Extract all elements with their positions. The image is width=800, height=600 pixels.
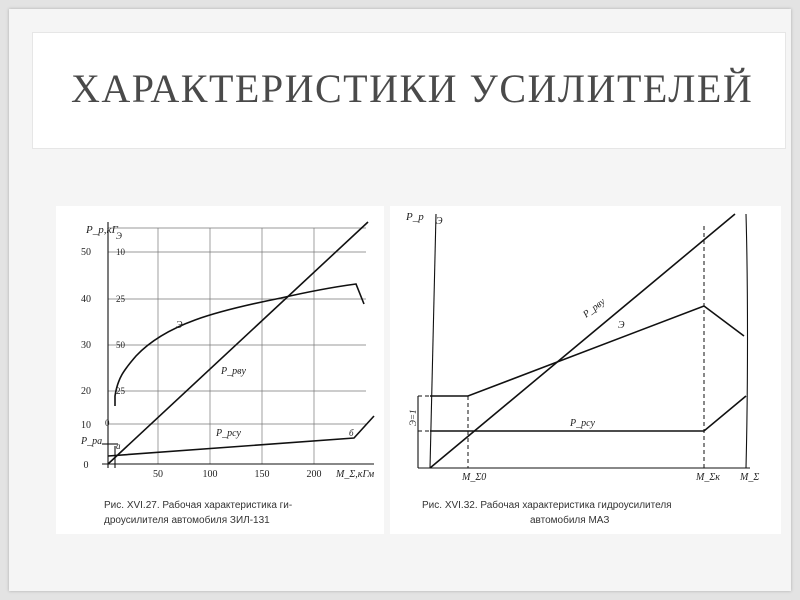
x-tick: 50 (153, 469, 163, 480)
curve-label-p-rsu: P_рсу (570, 418, 595, 429)
point-label-b: б (349, 428, 354, 438)
curve-label-p-rsu: P_рсу (216, 428, 241, 439)
x-axis-label: M_Σ,кГм (336, 469, 375, 480)
y-tick-inner: 0 (105, 418, 110, 428)
x-tick: 100 (202, 469, 218, 480)
e-axis-label: Э (436, 216, 443, 227)
curve-p-rsu (108, 416, 374, 456)
caption-line-2: автомобиля МАЗ (530, 515, 610, 526)
curve-label-e: Э (618, 320, 625, 331)
y-tick-outer: 20 (81, 386, 91, 397)
curve-label-p-rvu: P_рву (581, 296, 608, 321)
slide (9, 9, 791, 591)
curve-label-e: Э (176, 320, 183, 331)
x-axis-label: M_Σ (740, 472, 760, 483)
caption-line-1: Рис. XVI.32. Рабочая характеристика гидроусилителя (422, 500, 672, 511)
caption-line-2: дроусилителя автомобиля ЗИЛ-131 (104, 515, 270, 526)
y-tick-inner: 50 (116, 340, 125, 350)
x-tick: 150 (254, 469, 270, 480)
y-tick-outer: 40 (81, 294, 91, 305)
y-tick-inner: 25 (116, 386, 125, 396)
y-tick-inner: 25 (116, 294, 125, 304)
y-tick-inner: 10 (116, 247, 125, 257)
axes (418, 214, 750, 468)
curve-label-p-rvu: P_рву (221, 366, 246, 377)
caption-line-1: Рис. XVI.27. Рабочая характеристика ги- (104, 500, 293, 511)
curve-p-rvu (430, 214, 735, 468)
y-axis-label: P_р (406, 211, 424, 223)
y-tick-outer: 50 (81, 247, 91, 258)
figure-zil-131-svg (56, 206, 384, 534)
figure-zil-131 (56, 206, 384, 534)
figure-maz-svg (390, 206, 781, 534)
y-tick-outer: 10 (81, 420, 91, 431)
y-tick-outer: 0 (83, 460, 89, 471)
y-axis-label: P_р,кГ (86, 224, 118, 236)
e-axis-label: Э (116, 231, 122, 241)
slide-title: ХАРАКТЕРИСТИКИ УСИЛИТЕЛЕЙ (71, 66, 754, 111)
y-tick-outer: 30 (81, 340, 91, 351)
x-tick: 200 (306, 469, 322, 480)
e-eq-label: Э=1 (408, 409, 418, 426)
figure-maz (390, 206, 781, 534)
x-tick: M_Σ0 (462, 472, 487, 483)
point-label-a: a (116, 441, 121, 451)
x-tick: M_Σк (696, 472, 720, 483)
p-pa-label: P_рa (81, 436, 103, 447)
